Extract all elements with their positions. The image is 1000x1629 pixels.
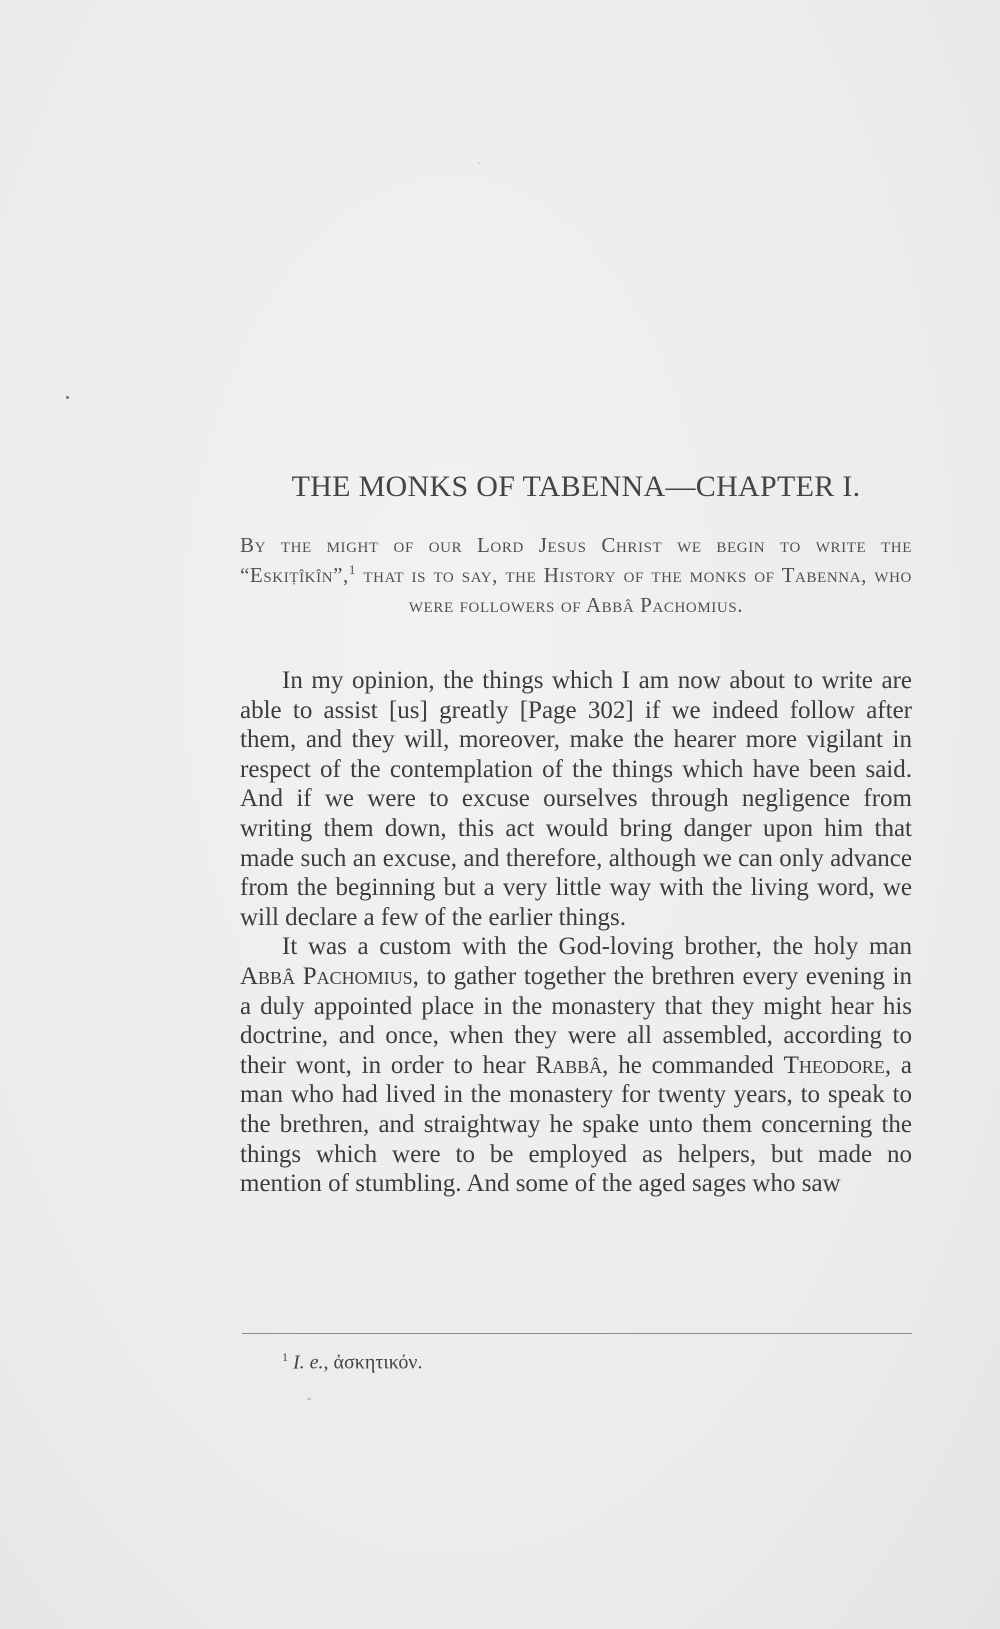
footnote-mark: 1 bbox=[282, 1350, 288, 1364]
paragraph-1: In my opinion, the things which I am now about to write are able to assist [us] greatly [Page 302] if we indeed follow after them, and they will, moreover, make the hearer more vigilant in respect of the contemplation of the things which have been said. And if we were to excuse ourselves through negligence from writing them down, this act would bring danger upon him that made such an excuse, and therefore, although we can only advance from the beginning but a very little way with the living word, we will declare a few of the earlier things. bbox=[240, 667, 912, 931]
footnote-abbreviation: I. e. bbox=[293, 1351, 324, 1374]
body-text bbox=[240, 666, 912, 1199]
person-name: Rabbâ bbox=[535, 1051, 603, 1079]
heading-part-b: that is to say, the History of the monks of Tabenna, who were followers of Abbâ Pachomius. bbox=[356, 563, 912, 617]
footnote-reference: 1 bbox=[348, 562, 357, 577]
person-name: Theodore bbox=[783, 1051, 885, 1079]
paragraph-2-part: , a man who had lived in the monastery for twenty years, to speak to the brethren, and straightway he spake unto them concerning the things which were to be employed as helpers, but made no mention of stumbling. And some of the aged sages who saw bbox=[240, 1051, 912, 1198]
ink-speck bbox=[478, 162, 480, 164]
footnote-greek: , ἀσκητικόν. bbox=[323, 1351, 423, 1374]
person-name: Abbâ Pachomius bbox=[240, 962, 413, 990]
chapter-heading bbox=[240, 530, 912, 620]
ink-speck bbox=[66, 396, 69, 399]
ink-speck bbox=[307, 1398, 311, 1400]
footnote-rule bbox=[242, 1333, 912, 1334]
footnote bbox=[282, 1350, 682, 1375]
heading-part-a: By the might of our Lord Jesus Christ we begin to write the “Eskiṭîkîn”, bbox=[240, 533, 912, 587]
paragraph-2 bbox=[240, 932, 912, 1198]
chapter-title: THE MONKS OF TABENNA—CHAPTER I. bbox=[291, 470, 861, 503]
paragraph-2-part: , he commanded bbox=[602, 1051, 784, 1079]
paragraph-2-part: , to gather together the brethren every evening in a duly appointed place in the monastery that they might hear his doctrine, and once, when they were all assembled, according to their wont, in order to hear bbox=[240, 962, 912, 1079]
paragraph-2-part: It was a custom with the God-loving brother, the holy man bbox=[282, 933, 912, 961]
